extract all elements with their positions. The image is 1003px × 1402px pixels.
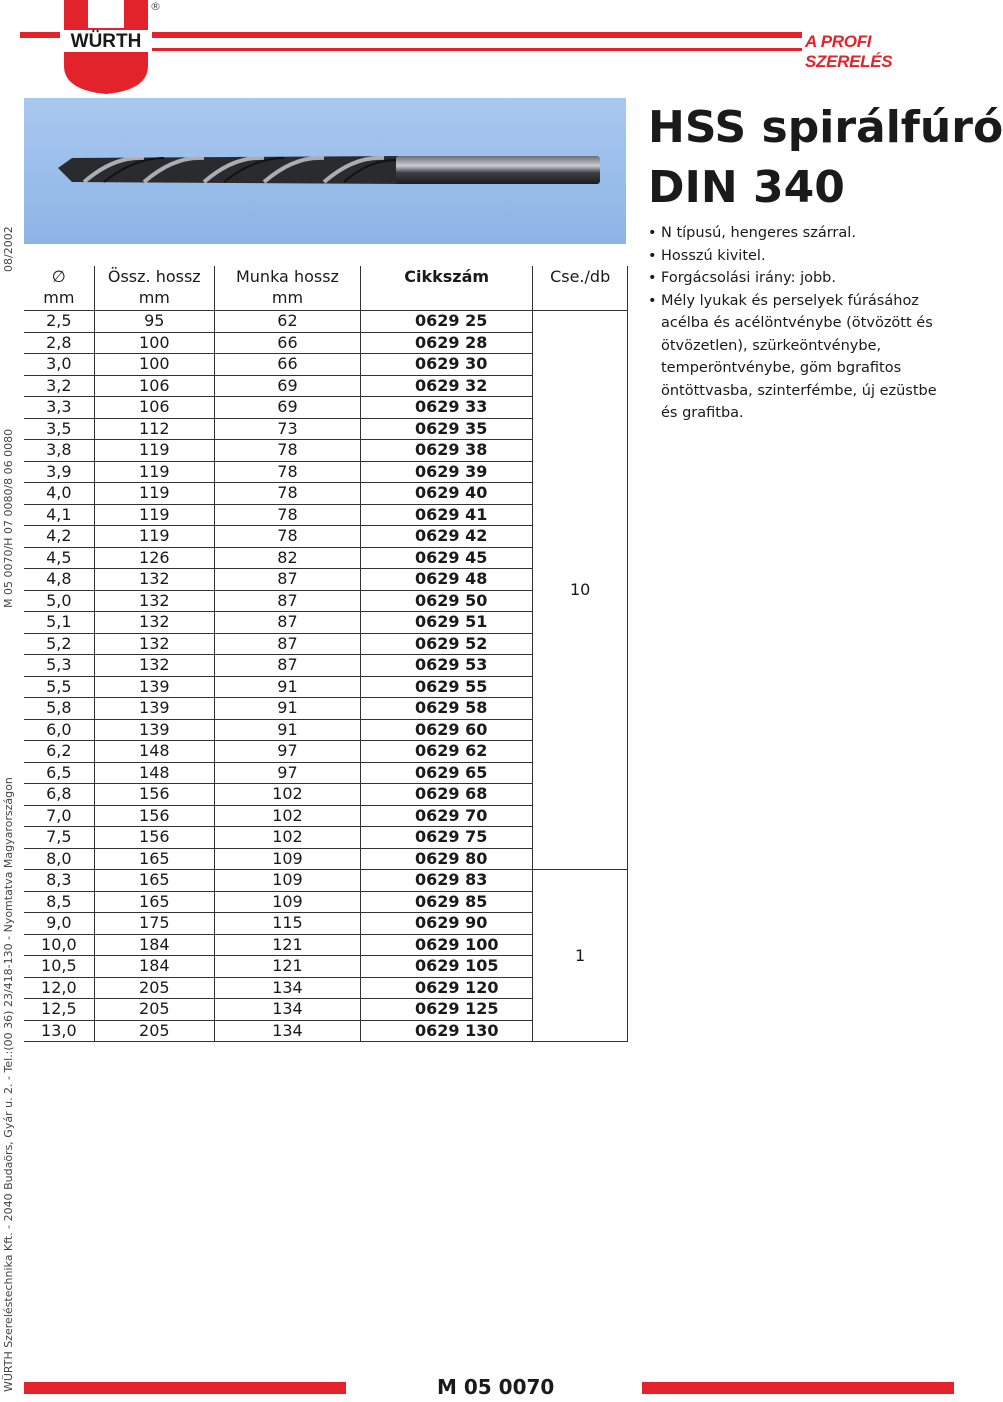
- cell-diameter: 6,8: [24, 784, 94, 806]
- cell-total-length: 119: [94, 526, 214, 548]
- cell-total-length: 106: [94, 375, 214, 397]
- cell-work-length: 69: [214, 397, 360, 419]
- cell-diameter: 4,2: [24, 526, 94, 548]
- cell-article: 0629 60: [361, 719, 533, 741]
- col-total-length: [94, 266, 214, 311]
- cell-article: 0629 52: [361, 633, 533, 655]
- header-stripe-under: [152, 48, 802, 51]
- cell-article: 0629 50: [361, 590, 533, 612]
- cell-work-length: 78: [214, 440, 360, 462]
- cell-article: 0629 120: [361, 977, 533, 999]
- cell-total-length: 119: [94, 440, 214, 462]
- cell-article: 0629 48: [361, 569, 533, 591]
- cell-work-length: 109: [214, 870, 360, 892]
- footer-stripe-left: [24, 1382, 346, 1394]
- cell-work-length: 102: [214, 784, 360, 806]
- cell-article: 0629 38: [361, 440, 533, 462]
- cell-total-length: 119: [94, 483, 214, 505]
- spec-table: [24, 266, 628, 1042]
- cell-article: 0629 40: [361, 483, 533, 505]
- col-diameter: [24, 266, 94, 311]
- cell-diameter: 4,5: [24, 547, 94, 569]
- cell-total-length: 95: [94, 311, 214, 333]
- side-date: 08/2002: [2, 226, 15, 272]
- feature-item: • Hosszú kivitel.: [648, 245, 953, 268]
- cell-total-length: 184: [94, 934, 214, 956]
- cell-article: 0629 42: [361, 526, 533, 548]
- header-stripe-right: [152, 32, 802, 38]
- table-row: [24, 311, 628, 333]
- cell-work-length: 121: [214, 956, 360, 978]
- cell-diameter: 2,8: [24, 332, 94, 354]
- col-article: [361, 266, 533, 311]
- cell-article: 0629 125: [361, 999, 533, 1021]
- cell-article: 0629 58: [361, 698, 533, 720]
- cell-diameter: 4,8: [24, 569, 94, 591]
- cell-article: 0629 30: [361, 354, 533, 376]
- col-pack: [533, 266, 628, 311]
- cell-total-length: 165: [94, 870, 214, 892]
- cell-diameter: 13,0: [24, 1020, 94, 1042]
- cell-diameter: 7,5: [24, 827, 94, 849]
- cell-diameter: 8,5: [24, 891, 94, 913]
- cell-work-length: 73: [214, 418, 360, 440]
- cell-diameter: 4,0: [24, 483, 94, 505]
- cell-work-length: 102: [214, 805, 360, 827]
- cell-total-length: 139: [94, 698, 214, 720]
- cell-total-length: 126: [94, 547, 214, 569]
- cell-work-length: 134: [214, 1020, 360, 1042]
- cell-work-length: 87: [214, 633, 360, 655]
- slogan: A PROFI SZERELÉS: [805, 32, 893, 71]
- cell-total-length: 106: [94, 397, 214, 419]
- feature-list: [648, 222, 953, 425]
- total-length-unit: mm: [138, 288, 170, 307]
- cell-diameter: 7,0: [24, 805, 94, 827]
- cell-article: 0629 75: [361, 827, 533, 849]
- diameter-unit: mm: [43, 288, 75, 307]
- cell-diameter: 3,5: [24, 418, 94, 440]
- cell-work-length: 66: [214, 332, 360, 354]
- cell-diameter: 5,2: [24, 633, 94, 655]
- cell-work-length: 87: [214, 590, 360, 612]
- cell-total-length: 139: [94, 719, 214, 741]
- table-header-row: [24, 266, 628, 311]
- cell-diameter: 5,3: [24, 655, 94, 677]
- cell-work-length: 78: [214, 504, 360, 526]
- pack-label: Cse./db: [550, 267, 611, 286]
- cell-diameter: 8,0: [24, 848, 94, 870]
- cell-total-length: 132: [94, 590, 214, 612]
- cell-work-length: 66: [214, 354, 360, 376]
- cell-diameter: 8,3: [24, 870, 94, 892]
- catalog-code: M 05 0070: [437, 1375, 555, 1399]
- cell-work-length: 87: [214, 569, 360, 591]
- cell-total-length: 205: [94, 999, 214, 1021]
- cell-diameter: 3,0: [24, 354, 94, 376]
- cell-work-length: 69: [214, 375, 360, 397]
- cell-total-length: 119: [94, 461, 214, 483]
- product-title: HSS spirálfúró: [648, 102, 1003, 153]
- cell-work-length: 134: [214, 999, 360, 1021]
- feature-item: • Forgácsolási irány: jobb.: [648, 267, 953, 290]
- product-standard: DIN 340: [648, 162, 845, 213]
- cell-diameter: 3,9: [24, 461, 94, 483]
- cell-article: 0629 130: [361, 1020, 533, 1042]
- cell-total-length: 205: [94, 977, 214, 999]
- article-label: Cikkszám: [404, 267, 490, 286]
- cell-article: 0629 35: [361, 418, 533, 440]
- cell-total-length: 156: [94, 784, 214, 806]
- cell-total-length: 156: [94, 827, 214, 849]
- cell-diameter: 12,0: [24, 977, 94, 999]
- cell-total-length: 132: [94, 633, 214, 655]
- cell-total-length: 132: [94, 569, 214, 591]
- registered-mark: ®: [150, 0, 161, 13]
- cell-total-length: 156: [94, 805, 214, 827]
- wurth-logo: [60, 0, 152, 94]
- cell-total-length: 132: [94, 655, 214, 677]
- cell-diameter: 3,3: [24, 397, 94, 419]
- cell-article: 0629 41: [361, 504, 533, 526]
- table-row: [24, 870, 628, 892]
- footer-stripe-right: [642, 1382, 954, 1394]
- cell-diameter: 2,5: [24, 311, 94, 333]
- cell-article: 0629 25: [361, 311, 533, 333]
- diameter-symbol: ∅: [51, 267, 66, 286]
- cell-work-length: 78: [214, 461, 360, 483]
- cell-diameter: 5,0: [24, 590, 94, 612]
- feature-item: • N típusú, hengeres szárral.: [648, 222, 953, 245]
- cell-pack-qty: 1: [533, 870, 628, 1042]
- cell-diameter: 3,2: [24, 375, 94, 397]
- cell-article: 0629 85: [361, 891, 533, 913]
- cell-work-length: 91: [214, 676, 360, 698]
- cell-diameter: 12,5: [24, 999, 94, 1021]
- cell-article: 0629 51: [361, 612, 533, 634]
- drill-bit-photo: [24, 98, 626, 244]
- cell-work-length: 91: [214, 698, 360, 720]
- feature-item: • Mély lyukak és perselyek fúrásához acélba és acélöntvénybe (ötvözött és ötvözetlen), szürkeöntvénybe, temperöntvénybe, göm bgrafitos öntöttvasba, szinterfémbe, új ezüstbe és grafitba.: [648, 290, 953, 425]
- cell-article: 0629 68: [361, 784, 533, 806]
- cell-diameter: 10,0: [24, 934, 94, 956]
- cell-total-length: 112: [94, 418, 214, 440]
- header-stripe-left: [20, 32, 60, 38]
- cell-work-length: 78: [214, 526, 360, 548]
- cell-total-length: 165: [94, 891, 214, 913]
- cell-article: 0629 55: [361, 676, 533, 698]
- cell-diameter: 6,0: [24, 719, 94, 741]
- cell-article: 0629 80: [361, 848, 533, 870]
- cell-article: 0629 65: [361, 762, 533, 784]
- cell-diameter: 6,5: [24, 762, 94, 784]
- cell-work-length: 109: [214, 891, 360, 913]
- cell-total-length: 100: [94, 354, 214, 376]
- cell-diameter: 3,8: [24, 440, 94, 462]
- cell-diameter: 5,1: [24, 612, 94, 634]
- cell-article: 0629 105: [361, 956, 533, 978]
- cell-work-length: 97: [214, 741, 360, 763]
- cell-diameter: 4,1: [24, 504, 94, 526]
- cell-diameter: 5,8: [24, 698, 94, 720]
- cell-article: 0629 32: [361, 375, 533, 397]
- cell-diameter: 6,2: [24, 741, 94, 763]
- work-length-label: Munka hossz: [235, 267, 339, 286]
- cell-work-length: 134: [214, 977, 360, 999]
- cell-work-length: 102: [214, 827, 360, 849]
- cell-total-length: 119: [94, 504, 214, 526]
- side-codes: M 05 0070/H 07 0080/8 06 0080: [2, 428, 15, 608]
- cell-work-length: 78: [214, 483, 360, 505]
- cell-article: 0629 33: [361, 397, 533, 419]
- cell-diameter: 9,0: [24, 913, 94, 935]
- cell-article: 0629 39: [361, 461, 533, 483]
- cell-work-length: 62: [214, 311, 360, 333]
- cell-work-length: 97: [214, 762, 360, 784]
- cell-work-length: 87: [214, 655, 360, 677]
- cell-work-length: 82: [214, 547, 360, 569]
- total-length-label: Össz. hossz: [107, 267, 201, 286]
- cell-work-length: 87: [214, 612, 360, 634]
- cell-work-length: 91: [214, 719, 360, 741]
- work-length-unit: mm: [271, 288, 304, 307]
- cell-work-length: 109: [214, 848, 360, 870]
- cell-total-length: 184: [94, 956, 214, 978]
- cell-total-length: 100: [94, 332, 214, 354]
- cell-article: 0629 62: [361, 741, 533, 763]
- cell-article: 0629 53: [361, 655, 533, 677]
- table-body: [24, 311, 628, 1042]
- cell-total-length: 139: [94, 676, 214, 698]
- cell-total-length: 175: [94, 913, 214, 935]
- cell-article: 0629 70: [361, 805, 533, 827]
- cell-total-length: 165: [94, 848, 214, 870]
- cell-total-length: 148: [94, 741, 214, 763]
- cell-article: 0629 100: [361, 934, 533, 956]
- cell-article: 0629 83: [361, 870, 533, 892]
- cell-diameter: 5,5: [24, 676, 94, 698]
- cell-article: 0629 28: [361, 332, 533, 354]
- cell-total-length: 132: [94, 612, 214, 634]
- cell-article: 0629 45: [361, 547, 533, 569]
- side-address: WÜRTH Szereléstechnika Kft. - 2040 Budaörs, Gyár u. 2. - Tel.:(00 36) 23/418-130 - Nyomtatva Magyarországon: [2, 777, 15, 1392]
- cell-total-length: 205: [94, 1020, 214, 1042]
- cell-pack-qty: 10: [533, 311, 628, 870]
- logo-text: WÜRTH: [70, 31, 142, 52]
- col-work-length: [214, 266, 360, 311]
- cell-work-length: 115: [214, 913, 360, 935]
- cell-article: 0629 90: [361, 913, 533, 935]
- cell-work-length: 121: [214, 934, 360, 956]
- cell-diameter: 10,5: [24, 956, 94, 978]
- cell-total-length: 148: [94, 762, 214, 784]
